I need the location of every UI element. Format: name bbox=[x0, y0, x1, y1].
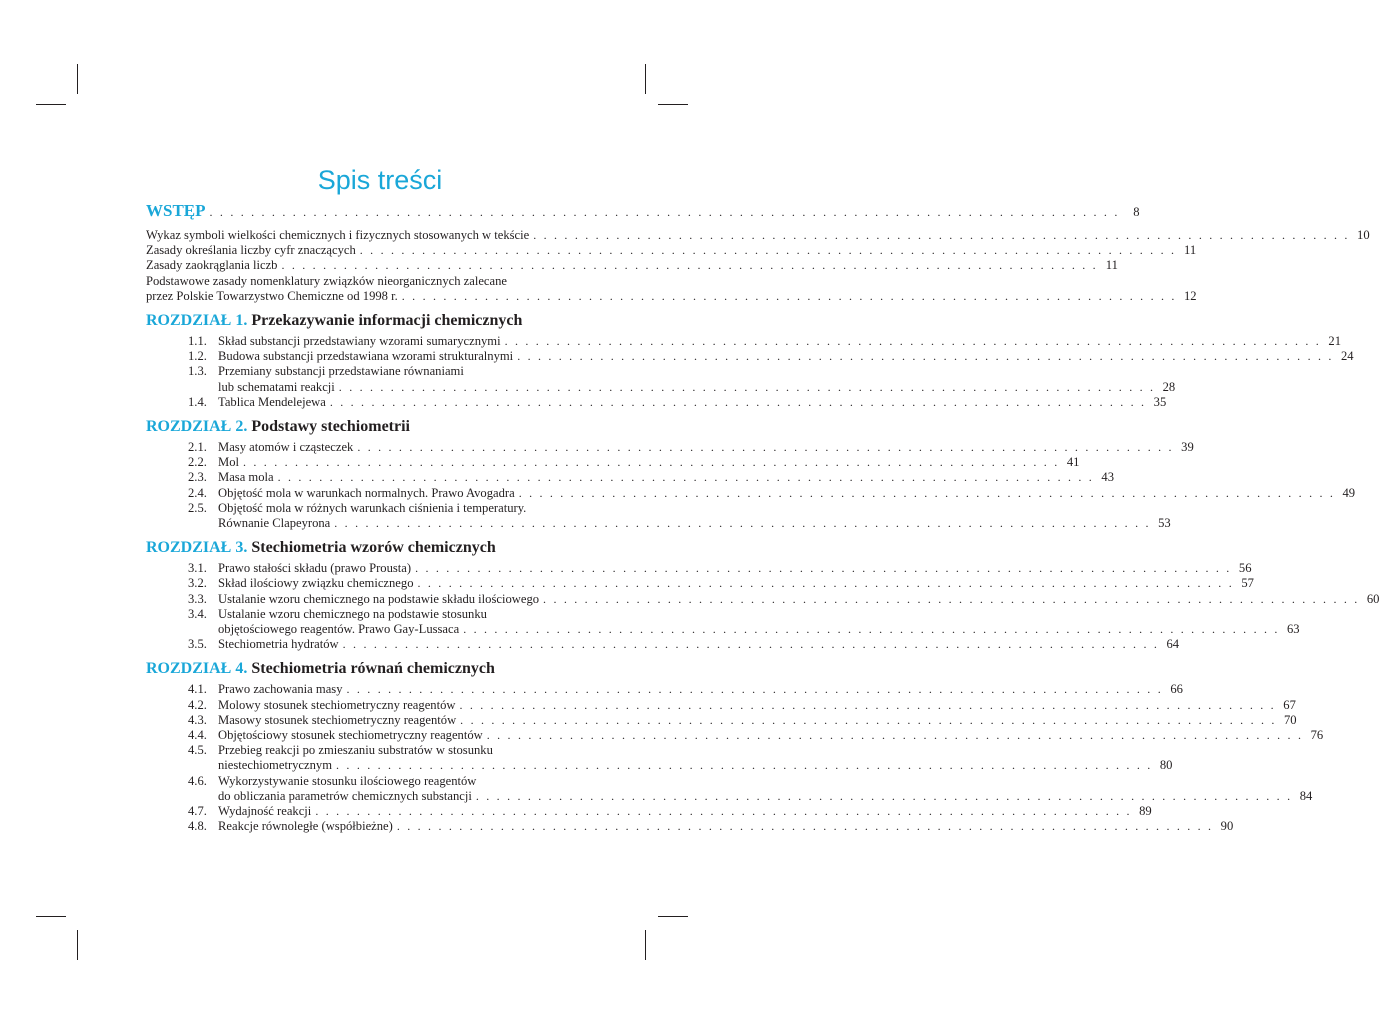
leader-dots: . . . . . . . . . . . . . . . . . . . . . . . . . . . . . . . . . . . . . . . . . . . . . . . . . . . . . . . . . . . . . . . . . . . . . . . . . . . . . . . bbox=[417, 576, 1234, 591]
toc-section[interactable] bbox=[146, 728, 1324, 743]
chapter-heading[interactable] bbox=[146, 658, 614, 680]
page-number: 56 bbox=[1238, 561, 1252, 576]
page-number: 11 bbox=[1184, 243, 1197, 258]
toc-section[interactable] bbox=[146, 470, 1115, 485]
page-number: 8 bbox=[1133, 205, 1140, 219]
toc-entry[interactable] bbox=[146, 288, 1197, 304]
page-number: 80 bbox=[1159, 758, 1173, 773]
section-text: Molowy stosunek stechiometryczny reagentów bbox=[218, 697, 456, 712]
crop-mark bbox=[658, 916, 688, 917]
section-text: Przebieg reakcji po zmieszaniu substratów w stosunku bbox=[218, 743, 493, 758]
page-number: 49 bbox=[1342, 485, 1356, 500]
page-number: 24 bbox=[1341, 349, 1354, 364]
leader-dots: . . . . . . . . . . . . . . . . . . . . . . . . . . . . . . . . . . . . . . . . . . . . . . . . . . . . . . . . . . . . . . . . . . . . . . . . . . . . . . . bbox=[533, 228, 1350, 242]
section-text: Wydajność reakcji bbox=[218, 804, 312, 819]
leader-dots: . . . . . . . . . . . . . . . . . . . . . . . . . . . . . . . . . . . . . . . . . . . . . . . . . . . . . . . . . . . . . . . . . . . . . . . . . . . . . . . bbox=[359, 243, 1177, 258]
page-number: 76 bbox=[1310, 728, 1324, 743]
section-number: 1.2. bbox=[188, 349, 207, 364]
page-number: 70 bbox=[1283, 712, 1297, 727]
crop-mark bbox=[645, 64, 646, 94]
entry-text: Wykaz symboli wielkości chemicznych i fizycznych stosowanych w tekście bbox=[146, 228, 530, 242]
page-number: 21 bbox=[1328, 334, 1341, 349]
page-number: 63 bbox=[1287, 622, 1300, 637]
section-number: 4.1. bbox=[188, 682, 207, 697]
leader-dots: . . . . . . . . . . . . . . . . . . . . . . . . . . . . . . . . . . . . . . . . . . . . . . . . . . . . . . . . . . . . . . . . . . . . . . . . . . . . . . . bbox=[315, 804, 1132, 819]
toc-section[interactable] bbox=[146, 607, 614, 622]
chapter-heading[interactable] bbox=[146, 537, 614, 559]
toc-section[interactable] bbox=[146, 455, 1080, 470]
leader-dots: . . . . . . . . . . . . . . . . . . . . . . . . . . . . . . . . . . . . . . . . . . . . . . . . . . . . . . . . . . . . . . . . . . . . . . . . . . . . . . . bbox=[329, 394, 1147, 409]
leader-dots: . . . . . . . . . . . . . . . . . . . . . . . . . . . . . . . . . . . . . . . . . . . . . . . . . . . . . . . . . . . . . . . . . . . . . . . . . . . . . . . bbox=[336, 758, 1153, 773]
section-text: objętościowego reagentów. Prawo Gay-Lussaca bbox=[218, 622, 460, 637]
leader-dots: . . . . . . . . . . . . . . . . . . . . . . . . . . . . . . . . . . . . . . . . . . . . . . . . . . . . . . . . . . . . . . . . . . . . . . . . . . . . . . . bbox=[459, 697, 1276, 712]
chapter-title: Przekazywanie informacji chemicznych bbox=[251, 312, 523, 330]
section-text: Objętość mola w warunkach normalnych. Prawo Avogadra bbox=[218, 485, 515, 500]
leader-dots: . . . . . . . . . . . . . . . . . . . . . . . . . . . . . . . . . . . . . . . . . . . . . . . . . . . . . . . . . . . . . . . . . . . . . . . . . . . . . . . bbox=[460, 712, 1277, 727]
page-number: 89 bbox=[1139, 804, 1152, 819]
toc-section[interactable] bbox=[146, 712, 1297, 728]
leader-dots: . . . . . . . . . . . . . . . . . . . . . . . . . . . . . . . . . . . . . . . . . . . . . . . . . . . . . . . . . . . . . . . . . . . . . . . . . . . . . . . bbox=[334, 516, 1151, 531]
toc-entry[interactable] bbox=[146, 258, 1118, 273]
toc-section[interactable] bbox=[146, 682, 1183, 697]
leader-dots: . . . . . . . . . . . . . . . . . . . . . . . . . . . . . . . . . . . . . . . . . . . . . . . . . . . . . . . . . . . . . . . . . . . . . . . . . . . . . . . bbox=[415, 561, 1232, 576]
section-number: 4.5. bbox=[188, 743, 207, 758]
section-text: Skład ilościowy związku chemicznego bbox=[218, 576, 414, 591]
toc-section[interactable] bbox=[146, 774, 614, 789]
page-number: 90 bbox=[1220, 819, 1234, 834]
toc-section[interactable] bbox=[146, 364, 614, 379]
chapter-label: ROZDZIAŁ 2. bbox=[146, 418, 248, 436]
leader-dots: . . . . . . . . . . . . . . . . . . . . . . . . . . . . . . . . . . . . . . . . . . . . . . . . . . . . . . . . . . . . . . . . . . . . . . . . . . . . . . . bbox=[243, 455, 1060, 470]
section-text: Stechiometria hydratów bbox=[218, 637, 339, 652]
section-number: 4.2. bbox=[188, 697, 207, 712]
page-number: 43 bbox=[1101, 470, 1115, 485]
toc-section[interactable] bbox=[146, 758, 1173, 773]
section-text: Budowa substancji przedstawiana wzorami strukturalnymi bbox=[218, 349, 514, 364]
section-text: Objętość mola w różnych warunkach ciśnienia i temperatury. bbox=[218, 500, 527, 515]
page-number: 84 bbox=[1299, 788, 1313, 803]
page-number: 67 bbox=[1283, 697, 1296, 712]
section-number: 3.2. bbox=[188, 576, 207, 591]
section-text: Prawo stałości składu (prawo Prousta) bbox=[218, 561, 412, 576]
chapter-label: ROZDZIAŁ 3. bbox=[146, 539, 248, 557]
section-number: 3.3. bbox=[188, 591, 207, 606]
leader-dots: . . . . . . . . . . . . . . . . . . . . . . . . . . . . . . . . . . . . . . . . . . . . . . . . . . . . . . . . . . . . . . . . . . . . . . . . . . . . . . . bbox=[504, 334, 1321, 349]
section-number: 4.4. bbox=[188, 728, 207, 743]
leader-dots: . . . . . . . . . . . . . . . . . . . . . . . . . . . . . . . . . . . . . . . . . . . . . . . . . . . . . . . . . . . . . . . . . . . . . . . . . . . . . . . bbox=[346, 682, 1163, 697]
intro-entries bbox=[146, 228, 1370, 274]
section-number: 3.1. bbox=[188, 561, 207, 576]
leader-dots: . . . . . . . . . . . . . . . . . . . . . . . . . . . . . . . . . . . . . . . . . . . . . . . . . . . . . . . . . . . . . . . . . . . . . . . . . . . . . . . bbox=[277, 470, 1095, 485]
leader-dots: . . . . . . . . . . . . . . . . . . . . . . . . . . . . . . . . . . . . . . . . . . . . . . . . . . . . . . . . . . . . . . . . . . . . . . . . . . . bbox=[401, 288, 1177, 303]
section-number: 4.3. bbox=[188, 712, 207, 727]
crop-mark bbox=[77, 64, 78, 94]
section-text: Mol bbox=[218, 455, 239, 470]
section-text: niestechiometrycznym bbox=[218, 758, 333, 773]
section-number: 1.4. bbox=[188, 394, 207, 409]
entry-text: Podstawowe zasady nomenklatury związków nieorganicznych zalecane bbox=[146, 273, 507, 288]
chapter-label: ROZDZIAŁ 4. bbox=[146, 660, 248, 678]
toc-section[interactable] bbox=[146, 485, 1356, 501]
section-number: 1.3. bbox=[188, 364, 207, 379]
entry-text: Zasady zaokrąglania liczb bbox=[146, 258, 278, 273]
section-text: Objętościowy stosunek stechiometryczny reagentów bbox=[218, 728, 483, 743]
page-number: 12 bbox=[1183, 288, 1197, 303]
table-of-contents bbox=[146, 160, 1379, 835]
toc-section[interactable] bbox=[146, 440, 1194, 455]
leader-dots: . . . . . . . . . . . . . . . . . . . . . . . . . . . . . . . . . . . . . . . . . . . . . . . . . . . . . . . . . . . . . . . . . . . . . . . . . . . . . . . bbox=[543, 591, 1360, 606]
page-number: 10 bbox=[1357, 228, 1370, 242]
entry-text: Zasady określania liczby cyfr znaczących bbox=[146, 243, 356, 258]
leader-dots: . . . . . . . . . . . . . . . . . . . . . . . . . . . . . . . . . . . . . . . . . . . . . . . . . . . . . . . . . . . . . . . . . . . . . . . . . . . . . . . bbox=[517, 349, 1334, 364]
toc-section[interactable] bbox=[146, 804, 1152, 819]
section-number: 2.3. bbox=[188, 470, 207, 485]
toc-entry[interactable] bbox=[146, 243, 1197, 258]
section-text: Masowy stosunek stechiometryczny reagentów bbox=[218, 712, 457, 727]
leader-dots: . . . . . . . . . . . . . . . . . . . . . . . . . . . . . . . . . . . . . . . . . . . . . . . . . . . . . . . . . . . . . . . . . . . . . . . . . . . . . . . bbox=[475, 788, 1293, 803]
toc-section[interactable] bbox=[146, 516, 1171, 531]
leader-dots: . . . . . . . . . . . . . . . . . . . . . . . . . . . . . . . . . . . . . . . . . . . . . . . . . . . . . . . . . . . . . . . . . . . . . . . . . . . . . . . bbox=[518, 485, 1336, 500]
section-number: 4.6. bbox=[188, 773, 207, 788]
section-text: do obliczania parametrów chemicznych substancji bbox=[218, 788, 472, 803]
page-number: 60 bbox=[1366, 591, 1379, 606]
intro-heading: WSTĘP bbox=[146, 201, 206, 220]
section-number: 4.7. bbox=[188, 804, 207, 819]
section-number: 3.5. bbox=[188, 637, 207, 652]
toc-section[interactable] bbox=[146, 697, 1296, 713]
toc-section[interactable] bbox=[146, 743, 614, 758]
toc-section[interactable] bbox=[146, 819, 1234, 834]
crop-mark bbox=[36, 104, 66, 105]
section-number: 2.4. bbox=[188, 485, 207, 500]
page-number: 53 bbox=[1158, 516, 1171, 531]
toc-entry[interactable] bbox=[146, 228, 1370, 243]
section-text: Skład substancji przedstawiany wzorami sumarycznymi bbox=[218, 334, 501, 349]
leader-dots: . . . . . . . . . . . . . . . . . . . . . . . . . . . . . . . . . . . . . . . . . . . . . . . . . . . . . . . . . . . . . . . . . . . . . . . . . . . . . . . . . . . . . . . . bbox=[209, 205, 1120, 219]
chapter-title: Stechiometria równań chemicznych bbox=[251, 660, 495, 678]
toc-entry[interactable] bbox=[146, 274, 614, 289]
page-number: 41 bbox=[1066, 455, 1080, 470]
chapter-heading[interactable] bbox=[146, 416, 614, 438]
page-title: Spis treści bbox=[317, 165, 443, 195]
toc-section[interactable] bbox=[146, 379, 1176, 395]
page-number: 57 bbox=[1241, 576, 1254, 591]
page-number: 35 bbox=[1153, 394, 1167, 409]
section-text: Ustalanie wzoru chemicznego na podstawie składu ilościowego bbox=[218, 591, 540, 606]
section-text: Reakcje równoległe (współbieżne) bbox=[218, 819, 393, 834]
toc-section[interactable] bbox=[146, 334, 1341, 349]
section-text: Równanie Clapeyrona bbox=[218, 516, 331, 531]
section-text: Ustalanie wzoru chemicznego na podstawie stosunku bbox=[218, 606, 487, 621]
section-number: 2.1. bbox=[188, 440, 207, 455]
section-text: Wykorzystywanie stosunku ilościowego reagentów bbox=[218, 773, 477, 788]
crop-mark bbox=[36, 916, 66, 917]
leader-dots: . . . . . . . . . . . . . . . . . . . . . . . . . . . . . . . . . . . . . . . . . . . . . . . . . . . . . . . . . . . . . . . . . . . . . . . . . . . . . . . bbox=[463, 622, 1280, 637]
crop-mark bbox=[645, 930, 646, 960]
section-number: 1.1. bbox=[188, 334, 207, 349]
section-number: 2.5. bbox=[188, 500, 207, 515]
section-number: 3.4. bbox=[188, 606, 207, 621]
crop-mark bbox=[658, 104, 688, 105]
toc-section[interactable] bbox=[146, 622, 1300, 637]
toc-section[interactable] bbox=[146, 788, 1313, 804]
toc-section[interactable] bbox=[146, 591, 1379, 607]
leader-dots: . . . . . . . . . . . . . . . . . . . . . . . . . . . . . . . . . . . . . . . . . . . . . . . . . . . . . . . . . . . . . . . . . . . . . . . . . . . . . . . bbox=[342, 637, 1160, 652]
toc-section[interactable] bbox=[146, 349, 1354, 364]
chapter-label: ROZDZIAŁ 1. bbox=[146, 312, 248, 330]
chapters bbox=[146, 310, 1379, 834]
page-number: 11 bbox=[1105, 258, 1118, 273]
leader-dots: . . . . . . . . . . . . . . . . . . . . . . . . . . . . . . . . . . . . . . . . . . . . . . . . . . . . . . . . . . . . . . . . . . . . . . . . . . . . . . . bbox=[396, 819, 1214, 834]
leader-dots: . . . . . . . . . . . . . . . . . . . . . . . . . . . . . . . . . . . . . . . . . . . . . . . . . . . . . . . . . . . . . . . . . . . . . . . . . . . . . . . bbox=[357, 440, 1174, 455]
chapter-title: Podstawy stechiometrii bbox=[251, 418, 410, 436]
section-text: Masa mola bbox=[218, 470, 274, 485]
leader-dots: . . . . . . . . . . . . . . . . . . . . . . . . . . . . . . . . . . . . . . . . . . . . . . . . . . . . . . . . . . . . . . . . . . . . . . . . . . . . . . . bbox=[281, 258, 1098, 273]
toc-section[interactable] bbox=[146, 637, 1180, 652]
section-text: Prawo zachowania masy bbox=[218, 682, 343, 697]
section-text: Przemiany substancji przedstawiane równaniami bbox=[218, 364, 464, 379]
page-number: 66 bbox=[1170, 682, 1183, 697]
leader-dots: . . . . . . . . . . . . . . . . . . . . . . . . . . . . . . . . . . . . . . . . . . . . . . . . . . . . . . . . . . . . . . . . . . . . . . . . . . . . . . . bbox=[338, 379, 1156, 394]
page-number: 28 bbox=[1162, 379, 1176, 394]
toc-section[interactable] bbox=[146, 394, 1167, 410]
page-number: 64 bbox=[1166, 637, 1180, 652]
section-text: Masy atomów i cząsteczek bbox=[218, 440, 354, 455]
entry-text: przez Polskie Towarzystwo Chemiczne od 1998 r. bbox=[146, 288, 398, 303]
toc-section[interactable] bbox=[146, 501, 614, 516]
toc-entry-intro[interactable] bbox=[146, 201, 1140, 226]
section-number: 4.8. bbox=[188, 819, 207, 834]
leader-dots: . . . . . . . . . . . . . . . . . . . . . . . . . . . . . . . . . . . . . . . . . . . . . . . . . . . . . . . . . . . . . . . . . . . . . . . . . . . . . . . bbox=[486, 728, 1304, 743]
section-number: 2.2. bbox=[188, 455, 207, 470]
section-text: lub schematami reakcji bbox=[218, 379, 335, 394]
toc-section[interactable] bbox=[146, 576, 1254, 591]
crop-mark bbox=[77, 930, 78, 960]
chapter-title: Stechiometria wzorów chemicznych bbox=[251, 539, 496, 557]
chapter-heading[interactable] bbox=[146, 310, 614, 332]
toc-section[interactable] bbox=[146, 561, 1252, 576]
section-text: Tablica Mendelejewa bbox=[218, 394, 326, 409]
page-number: 39 bbox=[1181, 440, 1194, 455]
